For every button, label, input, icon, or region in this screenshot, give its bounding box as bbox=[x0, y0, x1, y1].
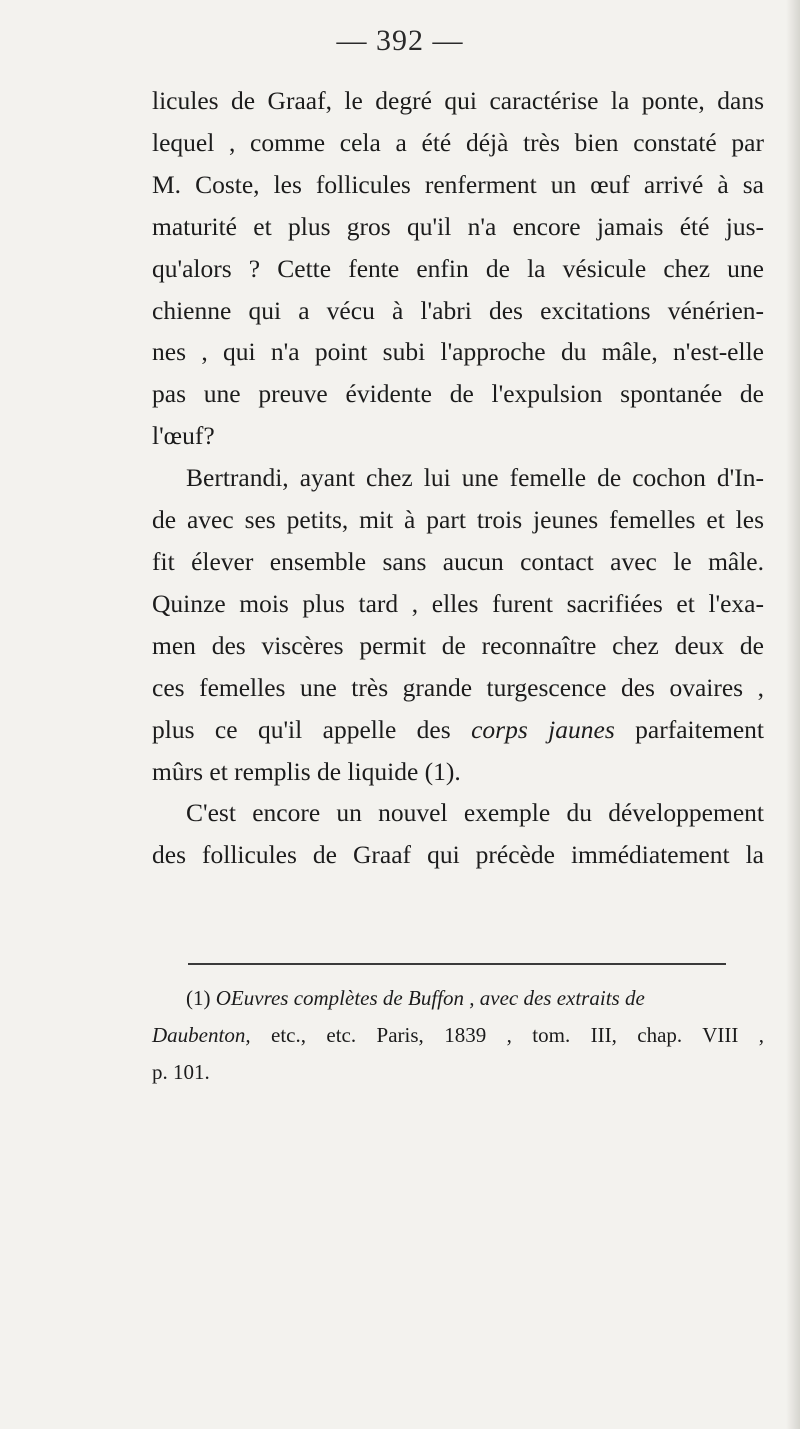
text-segment: parfaitement bbox=[635, 714, 765, 744]
text-line: nes , qui n'a point subi l'approche du mâle, n'est-elle bbox=[152, 337, 764, 367]
text-line: des follicules de Graaf qui précède immédiatement la bbox=[152, 840, 764, 870]
text-line bbox=[152, 709, 764, 751]
text-line: fit élever ensemble sans aucun contact avec le mâle. bbox=[152, 546, 764, 576]
footnote-divider bbox=[188, 963, 726, 965]
text-line: men des viscères permit de reconnaître chez deux de bbox=[152, 630, 764, 660]
italic-term: corps jaunes bbox=[471, 714, 615, 744]
text-segment: plus ce qu'il appelle des bbox=[152, 714, 451, 744]
text-line: mûrs et remplis de liquide (1). bbox=[152, 756, 461, 786]
text-line: chienne qui a vécu à l'abri des excitations vénérien- bbox=[152, 295, 764, 325]
footnote-work-title: OEuvres complètes de Buffon bbox=[215, 986, 464, 1010]
text-line: qu'alors ? Cette fente enfin de la vésicule chez une bbox=[152, 253, 764, 283]
body-text bbox=[152, 80, 764, 876]
footnote-details: etc., etc. Paris, 1839 , tom. III, chap. VIII , bbox=[271, 1023, 764, 1047]
footnote-line bbox=[152, 980, 764, 1017]
text-line: ces femelles une très grande turgescence des ovaires , bbox=[152, 672, 764, 702]
footnote-author: Daubenton, bbox=[152, 1023, 251, 1047]
page-edge-shadow bbox=[786, 0, 800, 1429]
text-line: de avec ses petits, mit à part trois jeunes femelles et les bbox=[152, 505, 764, 535]
footnote-page-ref: p. 101. bbox=[152, 1060, 210, 1084]
text-line: pas une preuve évidente de l'expulsion spontanée de bbox=[152, 379, 764, 409]
text-line: lequel , comme cela a été déjà très bien constaté par bbox=[152, 127, 764, 157]
text-line: Quinze mois plus tard , elles furent sacrifiées et l'exa- bbox=[152, 588, 764, 618]
text-line: C'est encore un nouvel exemple du développement bbox=[186, 798, 764, 828]
footnote-with-extracts: , avec des extraits de bbox=[469, 986, 645, 1010]
text-line: l'œuf? bbox=[152, 421, 215, 451]
page-number: — 392 — bbox=[336, 24, 464, 57]
text-line: licules de Graaf, le degré qui caractérise la ponte, dans bbox=[152, 86, 764, 115]
text-line: Bertrandi, ayant chez lui une femelle de cochon d'In- bbox=[186, 463, 764, 493]
footnote-line bbox=[152, 1017, 764, 1054]
footnote-marker: (1) bbox=[186, 986, 211, 1010]
footnote bbox=[152, 980, 764, 1091]
text-line: M. Coste, les follicules renferment un œuf arrivé à sa bbox=[152, 169, 764, 199]
text-line: maturité et plus gros qu'il n'a encore jamais été jus- bbox=[152, 211, 764, 241]
